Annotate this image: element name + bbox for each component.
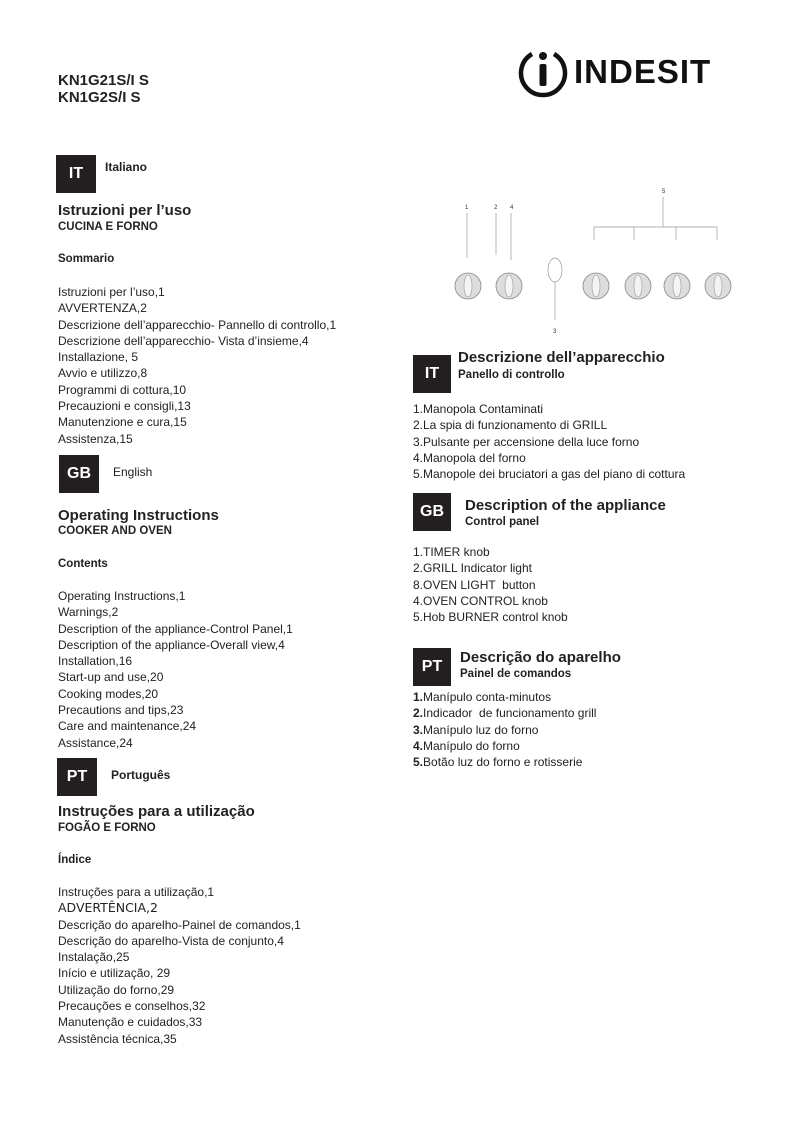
list-item: 1.Manopola Contaminati bbox=[413, 402, 544, 416]
indesit-logo: INDESIT bbox=[518, 46, 711, 98]
toc-item: Istruzioni per l’uso,1 bbox=[58, 285, 165, 299]
section-title: Operating Instructions bbox=[58, 507, 219, 524]
diagram-label: 1 bbox=[465, 205, 469, 211]
toc-item: Cooking modes,20 bbox=[58, 686, 159, 701]
section-title: Description of the appliance bbox=[465, 497, 666, 514]
section-subtitle: COOKER AND OVEN bbox=[58, 525, 172, 537]
toc-item: ADVERTÊNCIA,2 bbox=[58, 900, 158, 916]
diagram-label: 5 bbox=[662, 189, 666, 195]
component-list bbox=[413, 689, 596, 770]
toc-item: Description of the appliance-Overall view,4 bbox=[58, 637, 285, 652]
lang-badge-it: IT bbox=[56, 155, 96, 193]
toc-heading: Contents bbox=[58, 558, 108, 570]
toc-item: Precautions and tips,23 bbox=[58, 703, 184, 718]
toc-item: Description of the appliance-Control Panel,1 bbox=[58, 621, 293, 636]
diagram-label: 3 bbox=[553, 329, 557, 335]
toc-item: Descrizione dell’apparecchio- Vista d’insieme,4 bbox=[58, 333, 309, 348]
lang-badge-it: IT bbox=[413, 355, 451, 393]
lang-badge-pt: PT bbox=[413, 648, 451, 686]
diagram-label: 2 bbox=[494, 205, 498, 211]
toc-list bbox=[58, 884, 301, 1047]
diagram-label: 4 bbox=[510, 205, 514, 211]
list-item: 4.Manopola del forno bbox=[413, 450, 526, 465]
toc-list bbox=[58, 588, 293, 751]
toc-item: Instruções para a utilização,1 bbox=[58, 885, 215, 899]
toc-item: AVVERTENZA,2 bbox=[58, 301, 147, 316]
language-label: Italiano bbox=[105, 160, 148, 174]
toc-item: Assistência técnica,35 bbox=[58, 1031, 177, 1046]
list-item: 5.Manopole dei bruciatori a gas del piano di cottura bbox=[413, 467, 686, 482]
list-item: 2.La spia di funzionamento di GRILL bbox=[413, 418, 608, 433]
toc-item: Programmi di cottura,10 bbox=[58, 382, 187, 397]
toc-item: Instalação,25 bbox=[58, 950, 130, 965]
language-label: Português bbox=[111, 768, 171, 782]
component-list bbox=[413, 401, 685, 482]
list-item: 2.GRILL Indicator light bbox=[413, 561, 532, 576]
lang-badge-gb: GB bbox=[59, 455, 99, 493]
toc-item: Precauzioni e consigli,13 bbox=[58, 399, 191, 414]
toc-heading: Índice bbox=[58, 854, 92, 866]
toc-item: Installation,16 bbox=[58, 654, 133, 669]
model-number: KN1G21S/I S bbox=[58, 72, 149, 89]
list-item: 5.Botão luz do forno e rotisserie bbox=[413, 755, 583, 770]
toc-item: Início e utilização, 29 bbox=[58, 966, 171, 981]
section-title: Descrição do aparelho bbox=[460, 649, 621, 666]
section-subtitle: Painel de comandos bbox=[460, 668, 572, 680]
toc-item: Manutenzione e cura,15 bbox=[58, 415, 187, 430]
lang-badge-pt: PT bbox=[57, 758, 97, 796]
section-title: Descrizione dell’apparecchio bbox=[458, 349, 665, 366]
lang-badge-gb: GB bbox=[413, 493, 451, 531]
model-number: KN1G2S/I S bbox=[58, 89, 141, 106]
list-item: 1.TIMER knob bbox=[413, 545, 490, 559]
list-item: 3.Pulsante per accensione della luce forno bbox=[413, 434, 640, 449]
toc-heading: Sommario bbox=[58, 253, 115, 265]
language-label: English bbox=[113, 465, 153, 479]
list-item: 2.Indicador de funcionamento grill bbox=[413, 706, 597, 721]
section-subtitle: Control panel bbox=[465, 516, 540, 528]
list-item: 5.Hob BURNER control knob bbox=[413, 610, 568, 625]
section-subtitle: Panello di controllo bbox=[458, 369, 565, 381]
section-title: Istruzioni per l’uso bbox=[58, 202, 192, 219]
list-item: 4.Manípulo do forno bbox=[413, 738, 520, 753]
toc-item: Descrição do aparelho-Vista de conjunto,4 bbox=[58, 933, 284, 948]
toc-item: Assistenza,15 bbox=[58, 431, 133, 446]
toc-item: Manutenção e cuidados,33 bbox=[58, 1015, 203, 1030]
toc-item: Care and maintenance,24 bbox=[58, 719, 197, 734]
toc-item: Operating Instructions,1 bbox=[58, 589, 186, 603]
component-list bbox=[413, 544, 568, 625]
toc-item: Avvio e utilizzo,8 bbox=[58, 366, 148, 381]
toc-item: Descrizione dell’apparecchio- Pannello di controllo,1 bbox=[58, 317, 337, 332]
toc-item: Assistance,24 bbox=[58, 735, 133, 750]
toc-item: Precauções e conselhos,32 bbox=[58, 999, 206, 1014]
toc-item: Descrição do aparelho-Painel de comandos,1 bbox=[58, 917, 301, 932]
toc-item: Installazione, 5 bbox=[58, 350, 139, 365]
list-item: 3.Manípulo luz do forno bbox=[413, 722, 539, 737]
logo-i-icon bbox=[518, 46, 568, 98]
toc-list bbox=[58, 284, 336, 447]
list-item: 1.Manípulo conta-minutos bbox=[413, 690, 552, 704]
section-subtitle: FOGÃO E FORNO bbox=[58, 822, 156, 834]
toc-item: Utilização do forno,29 bbox=[58, 982, 175, 997]
section-subtitle: CUCINA E FORNO bbox=[58, 221, 158, 233]
toc-item: Start-up and use,20 bbox=[58, 670, 164, 685]
list-item: 8.OVEN LIGHT button bbox=[413, 577, 536, 592]
toc-item: Warnings,2 bbox=[58, 605, 119, 620]
section-title: Instruções para a utilização bbox=[58, 803, 255, 820]
list-item: 4.OVEN CONTROL knob bbox=[413, 593, 548, 608]
control-panel-diagram bbox=[400, 180, 780, 340]
